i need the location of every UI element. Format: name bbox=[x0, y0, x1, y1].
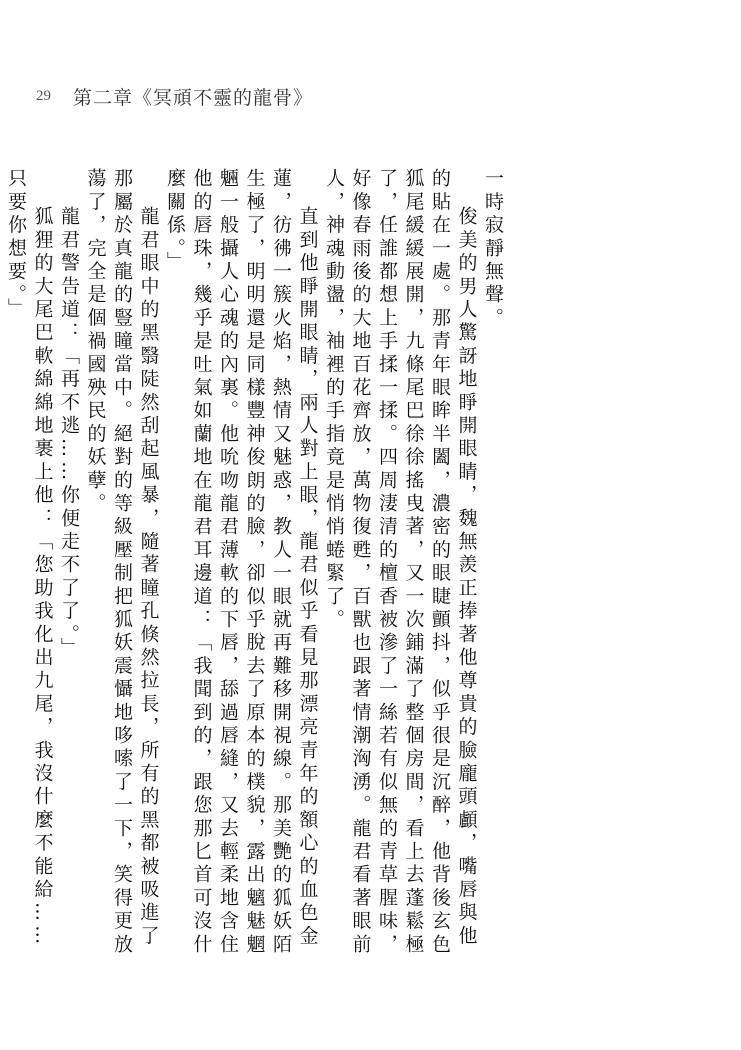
paragraph-silence: 一時寂靜無聲。 bbox=[482, 168, 504, 331]
paragraph-next-moment bbox=[0, 168, 3, 958]
paragraph-warning: 龍君警告道：「再不逃……你便走不了了。」 bbox=[58, 206, 80, 661]
chapter-title: 第二章《冥頑不靈的龍骨》 bbox=[73, 86, 314, 109]
paragraph-fox-tail: 狐狸的大尾巴軟綿綿地裹上他：「您助我化出九尾，我沒什麼不能給……只要你想要。」 bbox=[5, 168, 54, 949]
paragraph-storm: 龍君眼中的黑翳陡然刮起風暴，隨著瞳孔倏然拉長，所有的黑都被吸進了那屬於真龍的豎瞳當中。絕對的等級壓制把狐妖震懾地哆嗦了一下，笑得更放蕩了，完全是個禍國殃民的妖孽。 bbox=[84, 168, 160, 957]
body-text bbox=[5, 168, 506, 958]
paragraph-kiss: 俊美的男人驚訝地睜開眼睛，魏無羨正捧著他尊貴的臉龐頭顱，嘴唇與他的貼在一處。那青年眼眸半闔，濃密的眼睫顫抖，似乎很是沉醉，他背後玄色狐尾緩緩展開，九條尾巴徐徐搖曳著，又一次鋪滿了整個房間，看上去蓬鬆極了，任誰都想上手揉一揉。四周淒清的檀香被滲了一絲若有似無的青草腥味，好像春雨後的大地百花齊放，萬物復甦，百獸也跟著情潮洶湧。龍君看著眼前人，神魂動盪，袖裡的手指竟是悄悄蜷緊了。 bbox=[323, 168, 478, 957]
page-header bbox=[36, 84, 313, 108]
page-number: 29 bbox=[36, 87, 51, 104]
paragraph-lotus: 直到他睜開眼睛，兩人對上眼，龍君似乎看見那漂亮青年的額心的血色金蓮，彷彿一簇火焰，熱情又魅惑，教人一眼就再難移開視線。那美艷的狐妖陌生極了，明明還是同樣豐神俊朗的臉，卻似乎脫去了原本的樸貌，露出魑魅魍魎一般攝人心魂的內裏。他吮吻龍君薄軟的下唇，舔過唇縫，又去輕柔地含住他的唇珠，幾乎是吐氣如蘭地在龍君耳邊道：「我聞到的，跟您那匕首可沒什麼關係。」 bbox=[164, 168, 319, 957]
